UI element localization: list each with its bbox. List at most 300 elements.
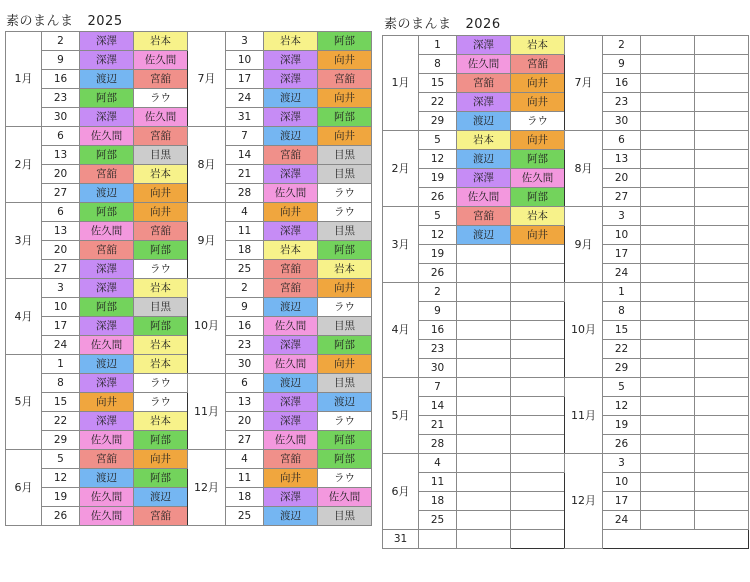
member-cell: 向井 bbox=[511, 74, 565, 93]
member-cell: 岩本 bbox=[134, 412, 188, 431]
member-cell bbox=[695, 93, 749, 112]
member-cell bbox=[695, 302, 749, 321]
month-label: 4月 bbox=[6, 279, 42, 355]
member-cell: 深澤 bbox=[80, 51, 134, 70]
month-label: 12月 bbox=[565, 454, 603, 549]
member-cell: 宮舘 bbox=[264, 450, 318, 469]
member-cell: 渡辺 bbox=[134, 488, 188, 507]
day-cell: 23 bbox=[42, 89, 80, 108]
day-cell: 2 bbox=[226, 279, 264, 298]
member-cell: 佐久間 bbox=[457, 188, 511, 207]
member-cell bbox=[457, 492, 511, 511]
member-cell: 宮舘 bbox=[457, 74, 511, 93]
member-cell bbox=[511, 435, 565, 454]
member-cell bbox=[511, 264, 565, 283]
month-label: 1月 bbox=[383, 36, 419, 131]
day-cell: 1 bbox=[419, 36, 457, 55]
table-row bbox=[383, 131, 749, 150]
month-label: 6月 bbox=[383, 454, 419, 530]
member-cell: 深澤 bbox=[80, 260, 134, 279]
day-cell: 6 bbox=[226, 374, 264, 393]
day-cell: 11 bbox=[226, 469, 264, 488]
member-cell bbox=[457, 435, 511, 454]
member-cell: 佐久間 bbox=[80, 507, 134, 526]
month-label: 7月 bbox=[565, 36, 603, 131]
member-cell: 佐久間 bbox=[318, 488, 372, 507]
day-cell: 3 bbox=[226, 32, 264, 51]
member-cell bbox=[641, 511, 695, 530]
member-cell bbox=[457, 378, 511, 397]
member-cell: 深澤 bbox=[264, 70, 318, 89]
day-cell: 24 bbox=[226, 89, 264, 108]
day-cell: 9 bbox=[226, 298, 264, 317]
member-cell: 深澤 bbox=[264, 412, 318, 431]
day-cell: 30 bbox=[419, 359, 457, 378]
member-cell bbox=[511, 321, 565, 340]
member-cell: 佐久間 bbox=[264, 431, 318, 450]
day-cell: 25 bbox=[226, 260, 264, 279]
day-cell: 17 bbox=[226, 70, 264, 89]
member-cell: 佐久間 bbox=[80, 127, 134, 146]
year-label: 2026 bbox=[465, 17, 501, 32]
day-cell: 16 bbox=[42, 70, 80, 89]
member-cell bbox=[641, 93, 695, 112]
day-cell: 13 bbox=[226, 393, 264, 412]
member-cell: 阿部 bbox=[511, 188, 565, 207]
member-cell: 深澤 bbox=[457, 93, 511, 112]
month-label: 2月 bbox=[6, 127, 42, 203]
member-cell bbox=[641, 112, 695, 131]
member-cell: 深澤 bbox=[80, 317, 134, 336]
day-cell: 17 bbox=[603, 245, 641, 264]
member-cell: ラウ bbox=[318, 203, 372, 222]
member-cell: 佐久間 bbox=[457, 55, 511, 74]
day-cell: 16 bbox=[226, 317, 264, 336]
schedule-title-2026 bbox=[384, 13, 501, 32]
member-cell: 岩本 bbox=[134, 32, 188, 51]
member-cell: ラウ bbox=[134, 89, 188, 108]
month-label: 11月 bbox=[565, 378, 603, 454]
day-cell: 17 bbox=[603, 492, 641, 511]
member-cell bbox=[511, 359, 565, 378]
day-cell: 20 bbox=[42, 165, 80, 184]
table-row bbox=[6, 32, 372, 51]
day-cell: 23 bbox=[226, 336, 264, 355]
member-cell: 佐久間 bbox=[264, 355, 318, 374]
table-row bbox=[6, 374, 372, 393]
day-cell: 2 bbox=[603, 36, 641, 55]
member-cell: 深澤 bbox=[264, 51, 318, 70]
day-cell: 12 bbox=[419, 226, 457, 245]
member-cell: 宮舘 bbox=[264, 260, 318, 279]
member-cell: 渡辺 bbox=[457, 112, 511, 131]
member-cell bbox=[641, 397, 695, 416]
member-cell bbox=[695, 283, 749, 302]
month-label: 12月 bbox=[188, 450, 226, 526]
day-cell: 9 bbox=[419, 302, 457, 321]
member-cell bbox=[695, 55, 749, 74]
day-cell: 6 bbox=[42, 127, 80, 146]
member-cell bbox=[457, 264, 511, 283]
day-cell: 24 bbox=[603, 511, 641, 530]
day-cell: 23 bbox=[603, 93, 641, 112]
member-cell: 宮舘 bbox=[134, 222, 188, 241]
member-cell: 岩本 bbox=[511, 36, 565, 55]
member-cell bbox=[641, 207, 695, 226]
day-cell: 24 bbox=[42, 336, 80, 355]
member-cell bbox=[457, 340, 511, 359]
member-cell: 渡辺 bbox=[264, 127, 318, 146]
member-cell bbox=[695, 226, 749, 245]
member-cell: 目黒 bbox=[318, 374, 372, 393]
day-cell: 3 bbox=[603, 207, 641, 226]
day-cell: 1 bbox=[42, 355, 80, 374]
day-cell: 15 bbox=[603, 321, 641, 340]
member-cell bbox=[695, 245, 749, 264]
day-cell: 7 bbox=[419, 378, 457, 397]
member-cell: 深澤 bbox=[80, 108, 134, 127]
day-cell: 10 bbox=[603, 226, 641, 245]
day-cell: 9 bbox=[603, 55, 641, 74]
day-cell: 14 bbox=[419, 397, 457, 416]
member-cell: 阿部 bbox=[80, 298, 134, 317]
member-cell: 目黒 bbox=[318, 507, 372, 526]
day-cell: 27 bbox=[42, 260, 80, 279]
day-cell: 29 bbox=[419, 112, 457, 131]
member-cell bbox=[695, 74, 749, 93]
day-cell: 2 bbox=[42, 32, 80, 51]
member-cell bbox=[695, 36, 749, 55]
member-cell: 向井 bbox=[318, 51, 372, 70]
schedule-table-2025 bbox=[5, 31, 372, 526]
title-text: 素のまんま bbox=[6, 14, 74, 29]
day-cell: 13 bbox=[603, 150, 641, 169]
day-cell: 31 bbox=[383, 530, 419, 549]
day-cell: 18 bbox=[419, 492, 457, 511]
day-cell: 1 bbox=[603, 283, 641, 302]
day-cell: 22 bbox=[603, 340, 641, 359]
member-cell: 阿部 bbox=[318, 450, 372, 469]
member-cell bbox=[695, 378, 749, 397]
day-cell: 24 bbox=[603, 264, 641, 283]
member-cell bbox=[457, 359, 511, 378]
member-cell bbox=[641, 473, 695, 492]
month-label: 3月 bbox=[6, 203, 42, 279]
month-label: 10月 bbox=[565, 283, 603, 378]
member-cell: 岩本 bbox=[134, 279, 188, 298]
member-cell: 宮舘 bbox=[511, 55, 565, 74]
day-cell: 6 bbox=[42, 203, 80, 222]
member-cell: 向井 bbox=[134, 184, 188, 203]
member-cell bbox=[511, 283, 565, 302]
member-cell bbox=[641, 435, 695, 454]
day-cell: 2 bbox=[419, 283, 457, 302]
member-cell: 佐久間 bbox=[80, 222, 134, 241]
member-cell: 渡辺 bbox=[457, 226, 511, 245]
member-cell: 宮舘 bbox=[134, 70, 188, 89]
member-cell bbox=[641, 226, 695, 245]
member-cell: 宮舘 bbox=[318, 70, 372, 89]
day-cell: 19 bbox=[419, 169, 457, 188]
day-cell: 3 bbox=[42, 279, 80, 298]
table-row bbox=[6, 203, 372, 222]
member-cell bbox=[695, 492, 749, 511]
day-cell: 10 bbox=[226, 51, 264, 70]
day-cell: 28 bbox=[419, 435, 457, 454]
day-cell: 26 bbox=[419, 188, 457, 207]
day-cell: 5 bbox=[419, 207, 457, 226]
member-cell: 向井 bbox=[134, 450, 188, 469]
member-cell: 渡辺 bbox=[457, 150, 511, 169]
day-cell: 29 bbox=[42, 431, 80, 450]
member-cell: 深澤 bbox=[80, 279, 134, 298]
member-cell bbox=[511, 340, 565, 359]
day-cell: 20 bbox=[603, 169, 641, 188]
member-cell bbox=[641, 454, 695, 473]
member-cell: 岩本 bbox=[318, 260, 372, 279]
day-cell: 27 bbox=[603, 188, 641, 207]
member-cell: 目黒 bbox=[318, 165, 372, 184]
member-cell bbox=[511, 245, 565, 264]
day-cell: 21 bbox=[419, 416, 457, 435]
member-cell: 渡辺 bbox=[80, 469, 134, 488]
day-cell: 28 bbox=[226, 184, 264, 203]
day-cell: 26 bbox=[42, 507, 80, 526]
member-cell: 阿部 bbox=[318, 431, 372, 450]
member-cell bbox=[457, 454, 511, 473]
day-cell: 31 bbox=[226, 108, 264, 127]
member-cell: 目黒 bbox=[318, 222, 372, 241]
member-cell: 向井 bbox=[264, 203, 318, 222]
member-cell: ラウ bbox=[511, 112, 565, 131]
member-cell: 岩本 bbox=[134, 355, 188, 374]
member-cell bbox=[695, 207, 749, 226]
member-cell: 深澤 bbox=[264, 336, 318, 355]
member-cell bbox=[695, 416, 749, 435]
day-cell: 8 bbox=[419, 55, 457, 74]
member-cell: 阿部 bbox=[134, 431, 188, 450]
member-cell: 向井 bbox=[318, 355, 372, 374]
member-cell bbox=[641, 188, 695, 207]
member-cell bbox=[511, 378, 565, 397]
day-cell: 21 bbox=[226, 165, 264, 184]
member-cell: 向井 bbox=[511, 226, 565, 245]
member-cell bbox=[511, 397, 565, 416]
member-cell bbox=[457, 283, 511, 302]
table-row bbox=[383, 207, 749, 226]
day-cell: 12 bbox=[603, 397, 641, 416]
member-cell: 渡辺 bbox=[264, 507, 318, 526]
day-cell: 10 bbox=[603, 473, 641, 492]
member-cell bbox=[695, 188, 749, 207]
member-cell bbox=[641, 359, 695, 378]
member-cell: 渡辺 bbox=[318, 393, 372, 412]
member-cell: 阿部 bbox=[134, 317, 188, 336]
day-cell: 4 bbox=[419, 454, 457, 473]
member-cell: 岩本 bbox=[264, 241, 318, 260]
member-cell: 深澤 bbox=[264, 222, 318, 241]
member-cell bbox=[511, 492, 565, 511]
member-cell bbox=[695, 112, 749, 131]
member-cell bbox=[695, 321, 749, 340]
member-cell: 向井 bbox=[511, 131, 565, 150]
member-cell: 阿部 bbox=[318, 32, 372, 51]
member-cell: 阿部 bbox=[80, 203, 134, 222]
member-cell: 佐久間 bbox=[134, 108, 188, 127]
member-cell: 目黒 bbox=[318, 317, 372, 336]
member-cell: 向井 bbox=[318, 279, 372, 298]
member-cell bbox=[641, 492, 695, 511]
member-cell bbox=[695, 473, 749, 492]
member-cell: 宮舘 bbox=[80, 450, 134, 469]
member-cell: ラウ bbox=[318, 184, 372, 203]
day-cell: 4 bbox=[226, 450, 264, 469]
member-cell: 宮舘 bbox=[264, 279, 318, 298]
member-cell bbox=[695, 454, 749, 473]
day-cell: 22 bbox=[42, 412, 80, 431]
member-cell bbox=[695, 359, 749, 378]
table-row bbox=[6, 127, 372, 146]
day-cell: 12 bbox=[419, 150, 457, 169]
member-cell bbox=[511, 416, 565, 435]
member-cell: 深澤 bbox=[457, 36, 511, 55]
member-cell bbox=[457, 511, 511, 530]
day-cell: 4 bbox=[226, 203, 264, 222]
member-cell: 渡辺 bbox=[264, 374, 318, 393]
table-row bbox=[383, 36, 749, 55]
member-cell: 深澤 bbox=[264, 108, 318, 127]
member-cell bbox=[641, 416, 695, 435]
member-cell: 阿部 bbox=[318, 336, 372, 355]
day-cell: 27 bbox=[42, 184, 80, 203]
member-cell bbox=[695, 150, 749, 169]
day-cell: 25 bbox=[419, 511, 457, 530]
member-cell: 向井 bbox=[318, 127, 372, 146]
day-cell: 17 bbox=[42, 317, 80, 336]
day-cell: 8 bbox=[42, 374, 80, 393]
calendar-grid bbox=[5, 31, 372, 526]
member-cell bbox=[641, 169, 695, 188]
member-cell bbox=[641, 150, 695, 169]
day-cell: 25 bbox=[226, 507, 264, 526]
member-cell: 向井 bbox=[264, 469, 318, 488]
member-cell: ラウ bbox=[134, 393, 188, 412]
member-cell bbox=[695, 169, 749, 188]
day-cell: 18 bbox=[226, 241, 264, 260]
member-cell: 目黒 bbox=[134, 146, 188, 165]
member-cell: 深澤 bbox=[80, 412, 134, 431]
day-cell: 10 bbox=[42, 298, 80, 317]
member-cell bbox=[511, 454, 565, 473]
day-cell: 7 bbox=[226, 127, 264, 146]
month-label: 9月 bbox=[188, 203, 226, 279]
member-cell: 佐久間 bbox=[80, 488, 134, 507]
member-cell: 向井 bbox=[80, 393, 134, 412]
day-cell: 13 bbox=[42, 146, 80, 165]
member-cell bbox=[695, 511, 749, 530]
member-cell: 深澤 bbox=[264, 165, 318, 184]
member-cell: ラウ bbox=[318, 298, 372, 317]
day-cell: 19 bbox=[42, 488, 80, 507]
day-cell: 26 bbox=[419, 264, 457, 283]
member-cell: 岩本 bbox=[134, 336, 188, 355]
member-cell bbox=[695, 131, 749, 150]
member-cell bbox=[695, 435, 749, 454]
member-cell: 岩本 bbox=[511, 207, 565, 226]
member-cell: 渡辺 bbox=[80, 355, 134, 374]
member-cell bbox=[457, 530, 511, 549]
member-cell bbox=[419, 530, 457, 549]
title-text: 素のまんま bbox=[384, 17, 452, 32]
member-cell: 渡辺 bbox=[80, 184, 134, 203]
member-cell bbox=[511, 302, 565, 321]
member-cell: 佐久間 bbox=[80, 336, 134, 355]
member-cell: 阿部 bbox=[134, 241, 188, 260]
table-row bbox=[383, 378, 749, 397]
day-cell: 6 bbox=[603, 131, 641, 150]
day-cell: 20 bbox=[226, 412, 264, 431]
member-cell: 宮舘 bbox=[134, 127, 188, 146]
day-cell: 3 bbox=[603, 454, 641, 473]
member-cell bbox=[641, 283, 695, 302]
member-cell: 佐久間 bbox=[80, 431, 134, 450]
member-cell: 宮舘 bbox=[264, 146, 318, 165]
member-cell bbox=[641, 131, 695, 150]
day-cell: 19 bbox=[603, 416, 641, 435]
member-cell bbox=[641, 36, 695, 55]
member-cell: ラウ bbox=[318, 412, 372, 431]
month-label: 6月 bbox=[6, 450, 42, 526]
member-cell: 渡辺 bbox=[80, 70, 134, 89]
member-cell bbox=[457, 321, 511, 340]
month-label: 5月 bbox=[383, 378, 419, 454]
day-cell: 8 bbox=[603, 302, 641, 321]
member-cell bbox=[511, 473, 565, 492]
day-cell: 30 bbox=[42, 108, 80, 127]
member-cell: 目黒 bbox=[134, 298, 188, 317]
day-cell: 5 bbox=[42, 450, 80, 469]
month-label: 9月 bbox=[565, 207, 603, 283]
day-cell: 26 bbox=[603, 435, 641, 454]
member-cell: ラウ bbox=[134, 374, 188, 393]
schedule-title-2025 bbox=[6, 10, 123, 29]
day-cell: 22 bbox=[419, 93, 457, 112]
month-label: 7月 bbox=[188, 32, 226, 127]
member-cell bbox=[695, 397, 749, 416]
member-cell: 深澤 bbox=[80, 32, 134, 51]
member-cell: 岩本 bbox=[264, 32, 318, 51]
member-cell: 渡辺 bbox=[264, 89, 318, 108]
member-cell: 佐久間 bbox=[511, 169, 565, 188]
schedule-table-2026 bbox=[382, 35, 749, 549]
day-cell: 30 bbox=[226, 355, 264, 374]
member-cell: 宮舘 bbox=[80, 241, 134, 260]
member-cell: 宮舘 bbox=[134, 507, 188, 526]
member-cell: 深澤 bbox=[80, 374, 134, 393]
member-cell: 宮舘 bbox=[80, 165, 134, 184]
member-cell: 目黒 bbox=[318, 146, 372, 165]
member-cell bbox=[511, 511, 565, 530]
member-cell: 佐久間 bbox=[264, 184, 318, 203]
day-cell: 18 bbox=[226, 488, 264, 507]
member-cell bbox=[641, 55, 695, 74]
member-cell: 阿部 bbox=[134, 469, 188, 488]
member-cell bbox=[641, 340, 695, 359]
month-label: 8月 bbox=[188, 127, 226, 203]
member-cell: 深澤 bbox=[264, 393, 318, 412]
member-cell bbox=[641, 245, 695, 264]
member-cell: 佐久間 bbox=[134, 51, 188, 70]
